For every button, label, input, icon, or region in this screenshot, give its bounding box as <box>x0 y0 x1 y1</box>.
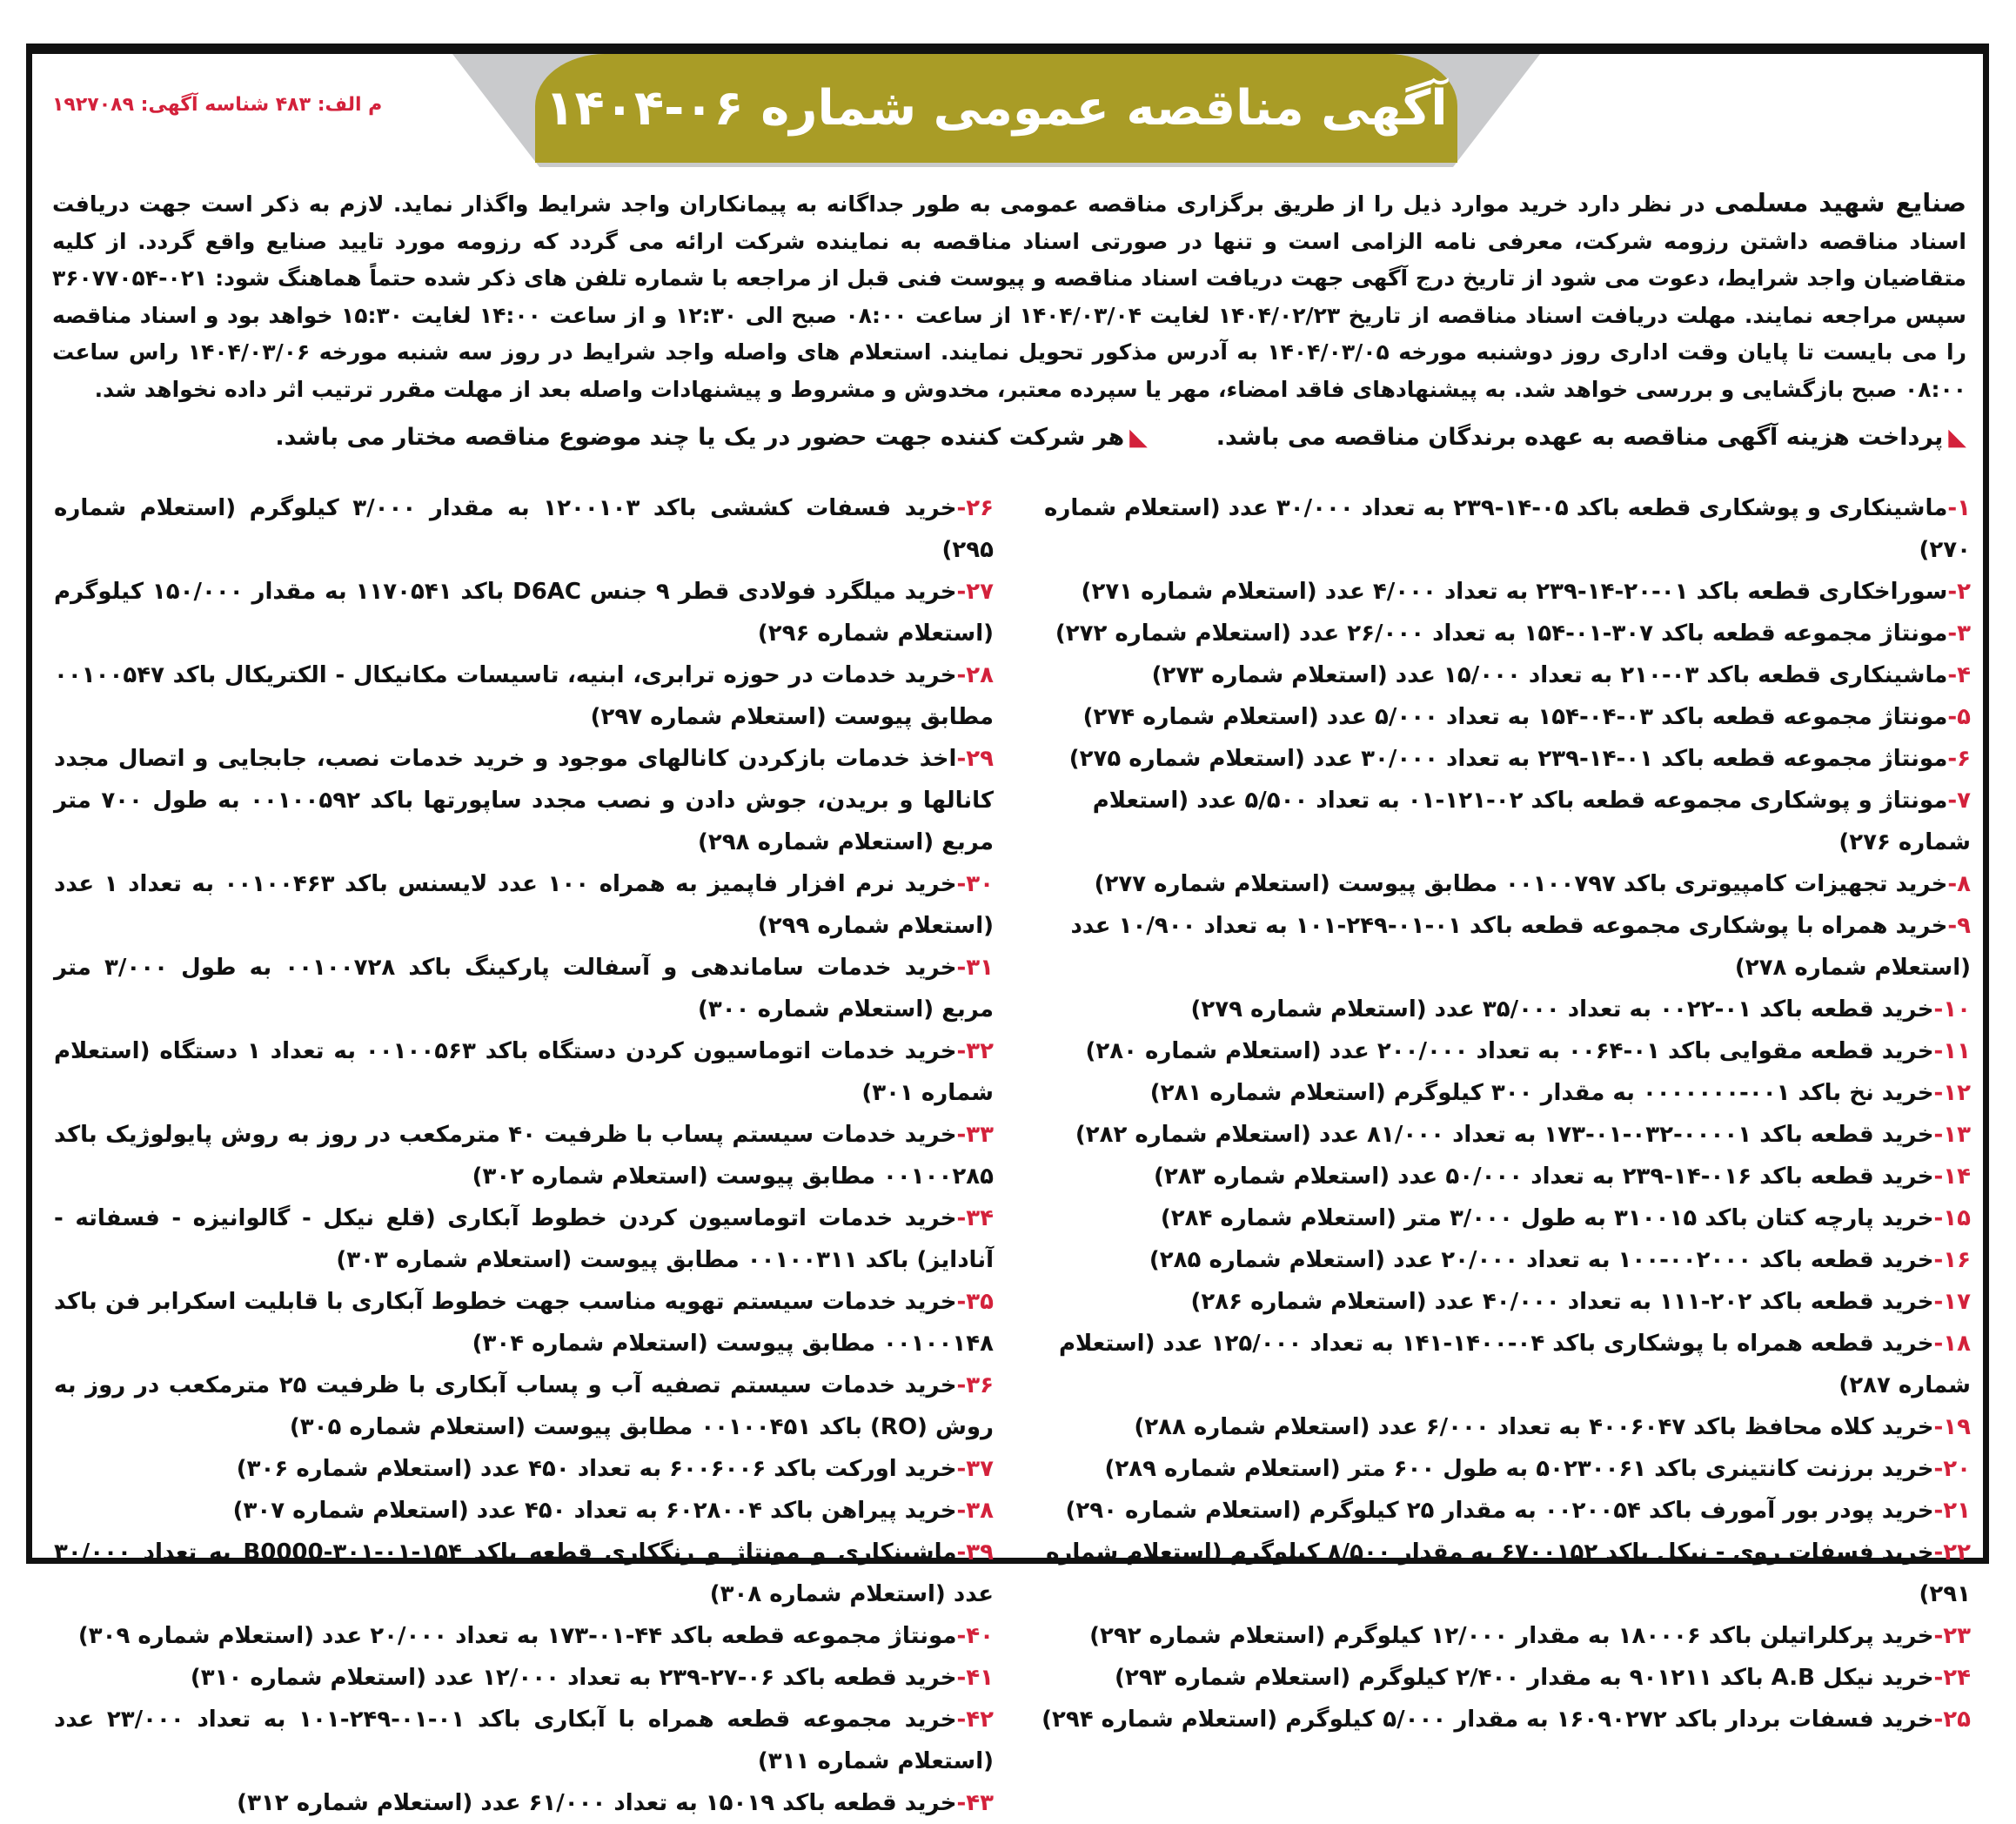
item-text: خرید نرم افزار فاپمیز به همراه ۱۰۰ عدد لایسنس باکد ۰۰۱۰۰۴۶۳ به تعداد ۱ عدد (استعلام شماره ۲۹۹) <box>54 871 994 939</box>
item-number: ۲۳- <box>1933 1623 1971 1649</box>
item-text: خرید تجهیزات کامپیوتری باکد ۰۰۱۰۰۷۹۷ مطابق پیوست (استعلام شماره ۲۷۷) <box>1094 871 1948 897</box>
list-item <box>54 1281 994 1365</box>
item-text: ماشینکاری و پوشکاری قطعه باکد ۰۵-۱۴-۲۳۹ به تعداد ۳۰/۰۰۰ عدد (استعلام شماره ۲۷۰) <box>1044 495 1971 563</box>
item-number: ۲۴- <box>1933 1665 1971 1691</box>
list-item <box>1027 1156 1971 1197</box>
ad-reference: م الف: ۴۸۳ شناسه آگهی: ۱۹۲۷۰۸۹ <box>52 94 383 116</box>
item-number: ۲۲- <box>1933 1539 1971 1566</box>
list-item <box>1027 1323 1971 1406</box>
item-number: ۲۷- <box>956 579 994 605</box>
item-number: ۱۱- <box>1933 1038 1971 1064</box>
list-item <box>54 1448 994 1490</box>
list-item <box>1027 738 1971 780</box>
items-column-right <box>1027 487 1971 1740</box>
list-item <box>1027 1406 1971 1448</box>
item-number: ۱۵- <box>1933 1205 1971 1231</box>
item-text: خرید فسفات روی - نیکل باکد ۶۷۰۰۱۵۲ به مقدار ۸/۵۰۰ کیلوگرم (استعلام شماره ۲۹۱) <box>1046 1539 1971 1607</box>
item-number: ۳۸- <box>956 1498 994 1524</box>
item-number: ۳۷- <box>956 1456 994 1482</box>
title-banner <box>535 54 1457 163</box>
page-title: آگهی مناقصه عمومی شماره ۰۶-۱۴۰۴ <box>545 80 1448 137</box>
item-number: ۶- <box>1947 746 1971 772</box>
list-item <box>1027 1030 1971 1072</box>
list-item <box>1027 780 1971 863</box>
list-item <box>1027 1657 1971 1699</box>
list-item <box>54 1490 994 1532</box>
item-number: ۳۵- <box>956 1289 994 1315</box>
item-text: خرید فسفات بردار باکد ۱۶۰۹۰۲۷۲ به مقدار ۵/۰۰۰ کیلوگرم (استعلام شماره ۲۹۴) <box>1041 1707 1934 1733</box>
list-item <box>54 1197 994 1281</box>
item-number: ۳۳- <box>956 1122 994 1148</box>
item-text: خرید قطعه باکد ۰۰۰۰۱-۰۳۲-۰۱-۱۷۳ به تعداد ۸۱/۰۰۰ عدد (استعلام شماره ۲۸۲) <box>1075 1122 1934 1148</box>
item-text: ماشینکاری و مونتاژ و رنگکاری قطعه باکد B0000-۳۰۱-۰۱-۱۵۴ به تعداد ۳۰/۰۰۰ عدد (استعلام شماره ۳۰۸) <box>54 1539 994 1607</box>
list-item <box>1027 863 1971 905</box>
item-number: ۱۸- <box>1933 1331 1971 1357</box>
item-text: خرید خدمات در حوزه ترابری، ابنیه، تاسیسات مکانیکال - الکتریکال باکد ۰۰۱۰۰۵۴۷ مطابق پیوست (استعلام شماره ۲۹۷) <box>54 662 994 730</box>
item-number: ۹- <box>1947 913 1971 939</box>
note-1: پرداخت هزینه آگهی مناقصه به عهده برندگان مناقصه می باشد. <box>1216 424 1944 451</box>
item-text: خرید قطعه مقوایی باکد ۰۱-۰۰۶۴ به تعداد ۲۰۰/۰۰۰ عدد (استعلام شماره ۲۸۰) <box>1085 1038 1934 1064</box>
item-text: خرید پیراهن باکد ۶۰۲۸۰۰۴ به تعداد ۴۵۰ عدد (استعلام شماره ۳۰۷) <box>232 1498 957 1524</box>
item-text: مونتاژ مجموعه قطعه باکد ۰۳-۰۴-۱۵۴ به تعداد ۵/۰۰۰ عدد (استعلام شماره ۲۷۴) <box>1082 704 1948 730</box>
item-number: ۱۴- <box>1933 1163 1971 1190</box>
item-text: خرید قطعه باکد ۲۰۲-۱۱۱ به تعداد ۴۰/۰۰۰ عدد (استعلام شماره ۲۸۶) <box>1190 1289 1934 1315</box>
item-number: ۳۴- <box>956 1205 994 1231</box>
list-item <box>1027 613 1971 654</box>
list-item <box>54 1532 994 1615</box>
item-number: ۲۸- <box>956 662 994 688</box>
triangle-bullet-icon: ◣ <box>1129 424 1148 451</box>
note-2: هر شرکت کننده جهت حضور در یک یا چند موضوع مناقصه مختار می باشد. <box>275 424 1125 451</box>
item-number: ۸- <box>1947 871 1971 897</box>
item-text: خرید همراه با پوشکاری مجموعه قطعه باکد ۰۱-۰۱-۲۴۹-۱۰۱ به تعداد ۱۰/۹۰۰ عدد (استعلام شماره ۲۷۸) <box>1070 913 1971 981</box>
item-number: ۳۱- <box>956 955 994 981</box>
list-item <box>1027 1699 1971 1740</box>
item-number: ۴۰- <box>956 1623 994 1649</box>
item-number: ۱۰- <box>1933 996 1971 1023</box>
list-item <box>54 571 994 654</box>
list-item <box>54 863 994 947</box>
item-number: ۳۰- <box>956 871 994 897</box>
items-column-left <box>54 487 994 1824</box>
item-text: خرید پرکلراتیلن باکد ۱۸۰۰۰۶ به مقدار ۱۲/۰۰۰ کیلوگرم (استعلام شماره ۲۹۲) <box>1089 1623 1934 1649</box>
list-item <box>1027 989 1971 1030</box>
item-text: خرید برزنت کانتینری باکد ۵۰۲۳۰۰۶۱ به طول ۶۰۰ متر (استعلام شماره ۲۸۹) <box>1104 1456 1934 1482</box>
list-item <box>1027 1114 1971 1156</box>
item-text: خرید خدمات ساماندهی و آسفالت پارکینگ باکد ۰۰۱۰۰۷۲۸ به طول ۳/۰۰۰ متر مربع (استعلام شماره ۳۰۰) <box>54 955 994 1023</box>
list-item <box>1027 1448 1971 1490</box>
item-number: ۵- <box>1947 704 1971 730</box>
list-item <box>54 1114 994 1197</box>
intro-text: در نظر دارد خرید موارد ذیل را از طریق برگزاری مناقصه عمومی به طور جداگانه به پیمانکاران واجد شرایط واگذار نماید. لازم به ذکر است جهت دریافت اسناد مناقصه داشتن رزومه شرکت، معرفی نامه الزامی است و تنها در صورتی اسناد مناقصه به نماینده شرکت ارائه می گردد که رزومه مورد تایید صنایع واقع گردد. از کلیه متقاضیان واجد شرایط، دعوت می شود از تاریخ درج آگهی جهت دریافت اسناد مناقصه و پیوست فنی قبل از مراجعه با شماره تلفن های ذکر شده حتماً هماهنگ شود: ۰۲۱-۳۶۰۷۷۰۵۴ سپس مراجعه نمایند. مهلت دریافت اسناد مناقصه از تاریخ ۱۴۰۴/۰۲/۲۳ لغایت ۱۴۰۴/۰۳/۰۴ از ساعت ۰۸:۰۰ صبح الی ۱۲:۳۰ و از ساعت ۱۴:۰۰ لغایت ۱۵:۳۰ خواهد بود و اسناد مناقصه را می بایست تا پایان وقت اداری روز دوشنبه مورخه ۱۴۰۴/۰۳/۰۵ به آدرس مذکور تحویل نمایند. استعلام های واصله واجد شرایط در روز سه شنبه مورخه ۱۴۰۴/۰۳/۰۶ راس ساعت ۰۸:۰۰ صبح بازگشایی و بررسی خواهد شد. به پیشنهادهای فاقد امضاء، مهر یا سپرده معتبر، مخدوش و مشروط و پیشنهادات واصله بعد از مهلت مقرر ترتیب اثر داده نخواهد شد. <box>52 191 1967 402</box>
list-item <box>1027 1615 1971 1657</box>
item-text: مونتاژ مجموعه قطعه باکد ۰۱-۱۴-۲۳۹ به تعداد ۳۰/۰۰۰ عدد (استعلام شماره ۲۷۵) <box>1068 746 1948 772</box>
item-text: خرید قطعه باکد ۰۰۲۰۰۰-۱۰۰ به تعداد ۲۰/۰۰۰ عدد (استعلام شماره ۲۸۵) <box>1149 1247 1934 1273</box>
list-item <box>1027 905 1971 989</box>
item-text: خرید قطعه باکد ۰۶-۲۷-۲۳۹ به تعداد ۱۲/۰۰۰ عدد (استعلام شماره ۳۱۰) <box>190 1665 957 1691</box>
list-item <box>1027 1072 1971 1114</box>
item-number: ۴- <box>1947 662 1971 688</box>
list-item <box>54 1365 994 1448</box>
item-text: اخذ خدمات بازکردن کانالهای موجود و خرید خدمات نصب، جابجایی و اتصال مجدد کانالها و بریدن، جوش دادن و نصب مجدد ساپورتها باکد ۰۰۱۰۰۵۹۲ به طول ۷۰۰ متر مربع (استعلام شماره ۲۹۸) <box>54 746 994 855</box>
item-text: خرید پارچه کتان باکد ۳۱۰۰۱۵ به طول ۳/۰۰۰ متر (استعلام شماره ۲۸۴) <box>1160 1205 1934 1231</box>
list-item <box>1027 571 1971 613</box>
triangle-bullet-icon: ◣ <box>1948 424 1966 451</box>
item-number: ۲۵- <box>1933 1707 1971 1733</box>
item-text: مونتاژ مجموعه قطعه باکد ۳۰۷-۰۱-۱۵۴ به تعداد ۲۶/۰۰۰ عدد (استعلام شماره ۲۷۲) <box>1055 620 1948 647</box>
list-item <box>1027 487 1971 571</box>
item-number: ۷- <box>1947 788 1971 814</box>
item-text: خرید خدمات اتوماسیون کردن دستگاه باکد ۰۰۱۰۰۵۶۳ به تعداد ۱ دستگاه (استعلام شماره ۳۰۱) <box>54 1038 994 1106</box>
list-item <box>54 1615 994 1657</box>
item-number: ۲۶- <box>956 495 994 521</box>
item-text: خرید کلاه محافظ باکد ۴۰۰۶۰۴۷ به تعداد ۶/۰۰۰ عدد (استعلام شماره ۲۸۸) <box>1134 1414 1934 1440</box>
item-text: خرید نیکل A.B باکد ۹۰۱۲۱۱ به مقدار ۲/۴۰۰ کیلوگرم (استعلام شماره ۲۹۳) <box>1115 1665 1934 1691</box>
item-text: مونتاژ و پوشکاری مجموعه قطعه باکد ۰۲-۱۲۱-۰۱ به تعداد ۵/۵۰۰ عدد (استعلام شماره ۲۷۶) <box>1092 788 1971 855</box>
intro-paragraph <box>52 184 1966 408</box>
item-text: خرید قطعه باکد ۰۱۶-۱۴-۲۳۹ به تعداد ۵۰/۰۰۰ عدد (استعلام شماره ۲۸۳) <box>1153 1163 1934 1190</box>
item-number: ۱- <box>1947 495 1971 521</box>
item-number: ۲۹- <box>956 746 994 772</box>
item-text: خرید نخ باکد ۰۰۱-۰۰۰۰۰۰۰ به مقدار ۳۰۰ کیلوگرم (استعلام شماره ۲۸۱) <box>1149 1080 1934 1106</box>
item-text: خرید خدمات سیستم تصفیه آب و پساب آبکاری با ظرفیت ۲۵ مترمکعب در روز به روش (RO) باکد ۰۰۱۰۰۴۵۱ مطابق پیوست (استعلام شماره ۳۰۵) <box>54 1372 994 1440</box>
list-item <box>54 738 994 863</box>
item-text: خرید قطعه باکد ۰۱-۰۰۲۲ به تعداد ۳۵/۰۰۰ عدد (استعلام شماره ۲۷۹) <box>1190 996 1934 1023</box>
item-text: خرید قطعه همراه با پوشکاری باکد ۰۴-۱۴۰۰-۱۴۱ به تعداد ۱۲۵/۰۰۰ عدد (استعلام شماره ۲۸۷) <box>1059 1331 1971 1398</box>
item-text: سوراخکاری قطعه باکد ۰۱-۲۰-۱۴-۲۳۹ به تعداد ۴/۰۰۰ عدد (استعلام شماره ۲۷۱) <box>1081 579 1948 605</box>
item-text: خرید میلگرد فولادی قطر ۹ جنس D6AC باکد ۱۱۷۰۵۴۱ به مقدار ۱۵۰/۰۰۰ کیلوگرم (استعلام شماره ۲۹۶) <box>54 579 994 647</box>
item-text: ماشینکاری قطعه باکد ۰۳-۲۱۰ به تعداد ۱۵/۰۰۰ عدد (استعلام شماره ۲۷۳) <box>1151 662 1948 688</box>
item-number: ۲۰- <box>1933 1456 1971 1482</box>
item-number: ۱۷- <box>1933 1289 1971 1315</box>
item-number: ۱۳- <box>1933 1122 1971 1148</box>
notes <box>52 424 1966 451</box>
item-number: ۳۲- <box>956 1038 995 1064</box>
list-item <box>54 947 994 1030</box>
item-number: ۱۲- <box>1933 1080 1971 1106</box>
item-number: ۴۱- <box>956 1665 994 1691</box>
list-item <box>1027 1239 1971 1281</box>
list-item <box>54 654 994 738</box>
item-text: خرید پودر بور آمورف باکد ۰۰۲۰۰۵۴ به مقدار ۲۵ کیلوگرم (استعلام شماره ۲۹۰) <box>1065 1498 1934 1524</box>
list-item <box>1027 654 1971 696</box>
item-text: خرید فسفات کششی باکد ۱۲۰۰۱۰۳ به مقدار ۳/۰۰۰ کیلوگرم (استعلام شماره ۲۹۵) <box>54 495 994 563</box>
item-number: ۲- <box>1947 579 1971 605</box>
item-number: ۴۳- <box>956 1790 994 1816</box>
item-text: خرید خدمات سیستم پساب با ظرفیت ۴۰ مترمکعب در روز به روش پایولوژیک باکد ۰۰۱۰۰۲۸۵ مطابق پیوست (استعلام شماره ۳۰۲) <box>54 1122 994 1190</box>
list-item <box>1027 696 1971 738</box>
item-text: مونتاژ مجموعه قطعه باکد ۴۴-۰۱-۱۷۳ به تعداد ۲۰/۰۰۰ عدد (استعلام شماره ۳۰۹) <box>77 1623 957 1649</box>
company-name: صنایع شهید مسلمی <box>1714 188 1966 218</box>
list-item <box>1027 1281 1971 1323</box>
item-number: ۴۲- <box>956 1707 994 1733</box>
item-number: ۱۶- <box>1933 1247 1971 1273</box>
item-number: ۳۶- <box>956 1372 994 1398</box>
item-text: خرید اورکت باکد ۶۰۰۶۰۰۶ به تعداد ۴۵۰ عدد (استعلام شماره ۳۰۶) <box>236 1456 957 1482</box>
list-item <box>1027 1490 1971 1532</box>
list-item <box>54 1030 994 1114</box>
list-item <box>54 1782 994 1824</box>
item-text: خرید مجموعه قطعه همراه با آبکاری باکد ۰۱-۰۱-۲۴۹-۱۰۱ به تعداد ۲۳/۰۰۰ عدد (استعلام شماره ۳۱۱) <box>54 1707 994 1774</box>
item-text: خرید خدمات اتوماسیون کردن خطوط آبکاری (قلع نیکل - گالوانیزه - فسفاته - آنادایز) باکد ۰۰۱۰۰۳۱۱ مطابق پیوست (استعلام شماره ۳۰۳) <box>54 1205 994 1273</box>
item-number: ۱۹- <box>1933 1414 1971 1440</box>
item-number: ۳۹- <box>956 1539 995 1566</box>
item-text: خرید خدمات سیستم تهویه مناسب جهت خطوط آبکاری با قابلیت اسکرابر فن باکد ۰۰۱۰۰۱۴۸ مطابق پیوست (استعلام شماره ۳۰۴) <box>54 1289 994 1357</box>
list-item <box>54 1657 994 1699</box>
list-item <box>1027 1197 1971 1239</box>
list-item <box>1027 1532 1971 1615</box>
item-number: ۲۱- <box>1933 1498 1971 1524</box>
list-item <box>54 487 994 571</box>
item-text: خرید قطعه باکد ۱۵۰۱۹ به تعداد ۶۱/۰۰۰ عدد (استعلام شماره ۳۱۲) <box>237 1790 957 1816</box>
list-item <box>54 1699 994 1782</box>
item-number: ۳- <box>1947 620 1971 647</box>
